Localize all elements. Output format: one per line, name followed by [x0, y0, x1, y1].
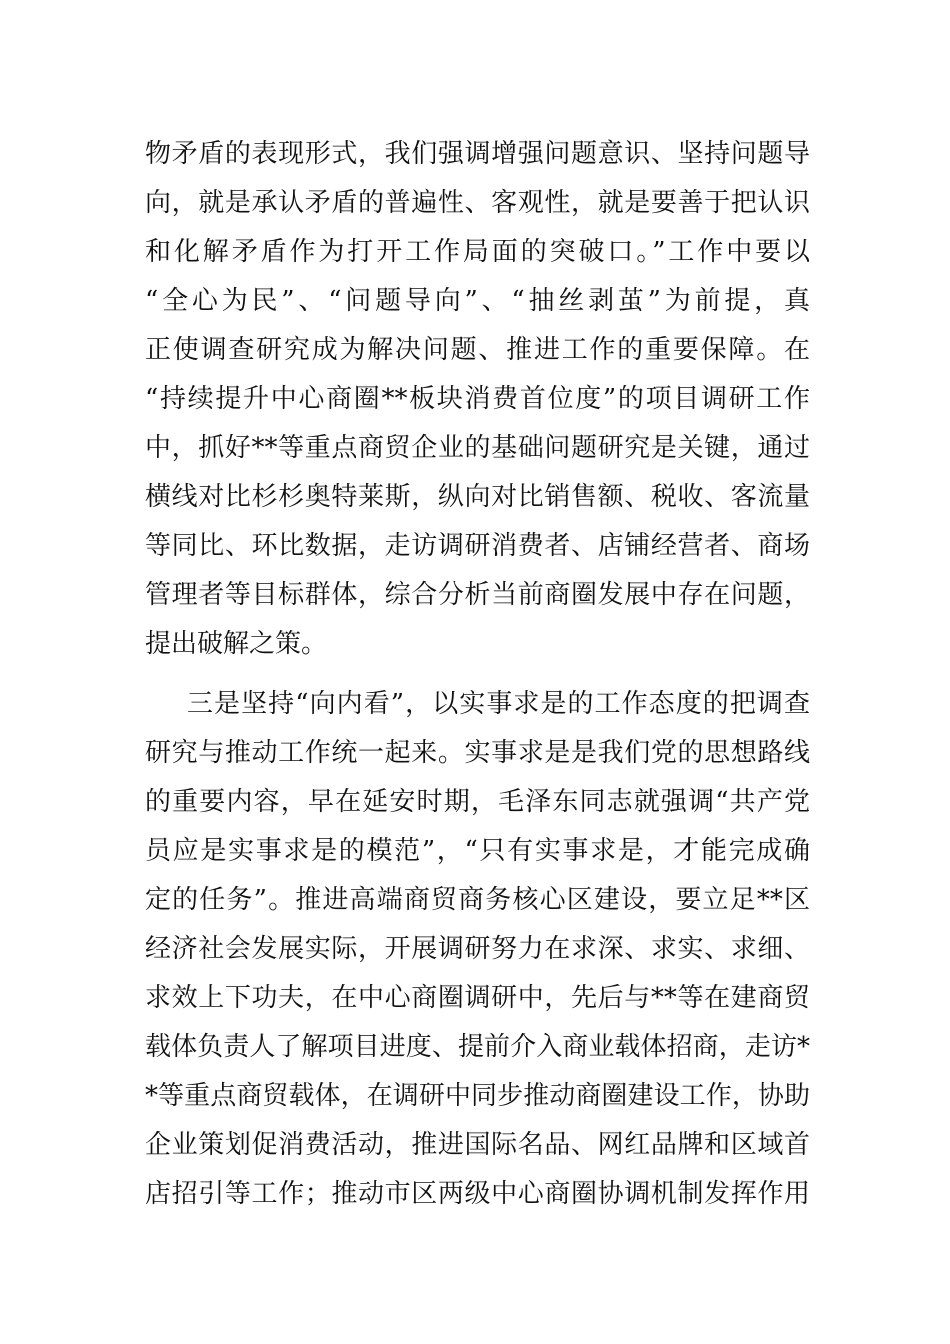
paragraph-2	[145, 680, 810, 1219]
paragraph-2-line-5: 定的任务”。推进高端商贸商务核心区建设，要立足**区	[145, 885, 810, 915]
paragraph-2-line-1: 三是坚持“向内看”，以实事求是的工作态度的把调查	[187, 689, 810, 719]
paragraph-1-line-1: 物矛盾的表现形式，我们强调增强问题意识、坚持问题导	[145, 139, 810, 169]
paragraph-1-line-2: 向，就是承认矛盾的普遍性、客观性，就是要善于把认识	[145, 188, 810, 218]
paragraph-1-line-10: 管理者等目标群体，综合分析当前商圈发展中存在问题，	[145, 580, 810, 610]
paragraph-1-line-11: 提出破解之策。	[145, 629, 328, 659]
paragraph-2-line-2: 研究与推动工作统一起来。实事求是是我们党的思想路线	[145, 738, 810, 768]
paragraph-2-line-9: *等重点商贸载体，在调研中同步推动商圈建设工作，协助	[145, 1081, 810, 1111]
paragraph-2-line-10: 企业策划促消费活动，推进国际名品、网红品牌和区域首	[145, 1130, 810, 1160]
paragraph-2-line-7: 求效上下功夫，在中心商圈调研中，先后与**等在建商贸	[145, 983, 810, 1013]
paragraph-1	[145, 130, 810, 669]
paragraph-1-line-7: 中，抓好**等重点商贸企业的基础问题研究是关键，通过	[145, 433, 810, 463]
paragraph-1-line-6: “持续提升中心商圈**板块消费首位度”的项目调研工作	[145, 384, 810, 414]
paragraph-1-line-5: 正使调查研究成为解决问题、推进工作的重要保障。在	[145, 335, 810, 365]
paragraph-2-line-11: 店招引等工作；推动市区两级中心商圈协调机制发挥作用	[145, 1179, 810, 1209]
paragraph-1-line-3: 和化解矛盾作为打开工作局面的突破口。”工作中要以	[145, 237, 810, 267]
paragraph-1-line-4: “全心为民”、“问题导向”、“抽丝剥茧”为前提，真	[145, 286, 810, 316]
paragraph-2-line-3: 的重要内容，早在延安时期，毛泽东同志就强调“共产党	[145, 787, 810, 817]
paragraph-2-line-4: 员应是实事求是的模范”，“只有实事求是，才能完成确	[145, 836, 810, 866]
paragraph-1-line-9: 等同比、环比数据，走访调研消费者、店铺经营者、商场	[145, 531, 810, 561]
paragraph-1-line-8: 横线对比杉杉奥特莱斯，纵向对比销售额、税收、客流量	[145, 482, 810, 512]
paragraph-2-line-8: 载体负责人了解项目进度、提前介入商业载体招商，走访*	[145, 1032, 810, 1062]
paragraph-2-line-6: 经济社会发展实际，开展调研努力在求深、求实、求细、	[145, 934, 810, 964]
